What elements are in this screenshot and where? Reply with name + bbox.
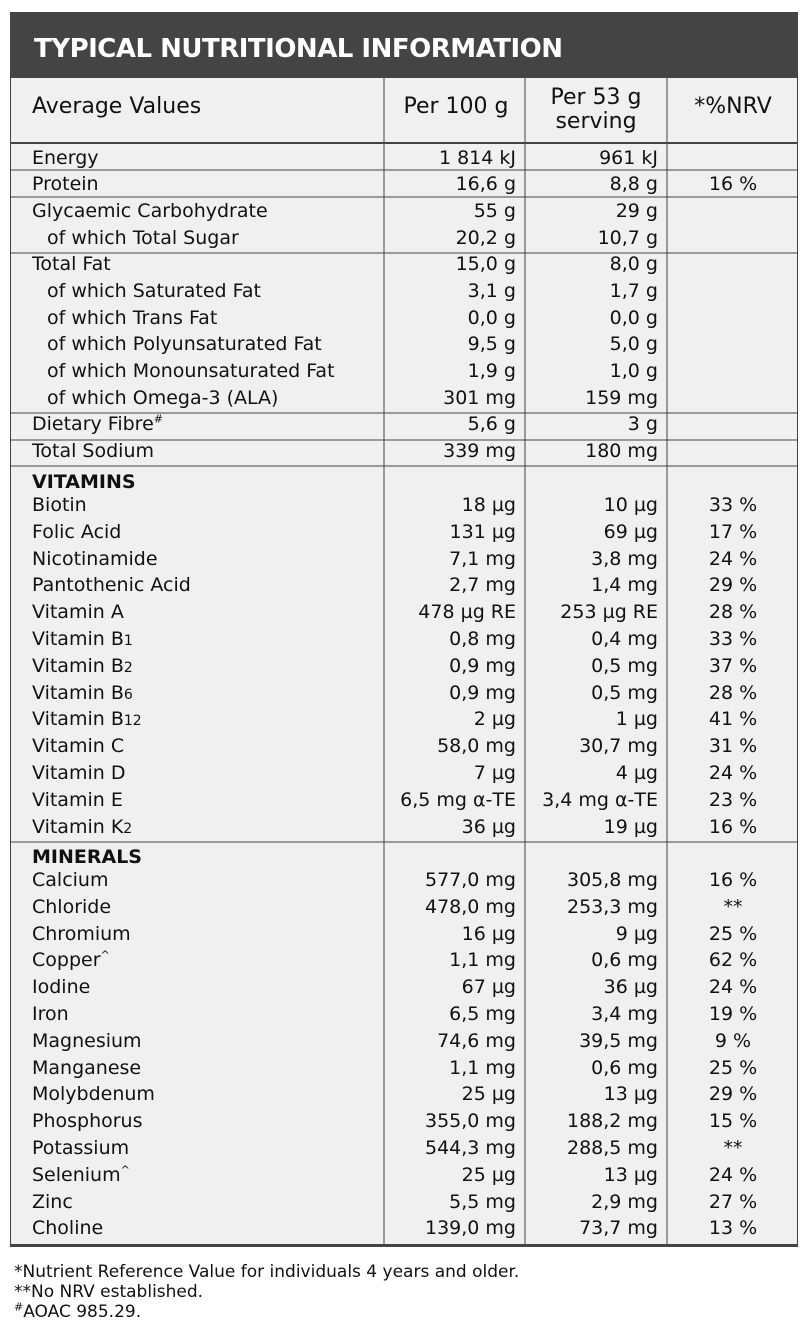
row-label [32,1003,69,1025]
row-label-mark: ^ [120,1163,130,1177]
row-label [47,333,322,355]
value-per-serving: 3 g [627,413,658,435]
row-label [32,628,133,652]
value-nrv: 29 % [708,574,758,597]
row-label-text: of which Trans Fat [47,307,218,329]
value-nrv: 24 % [708,547,758,570]
row-label-text: Copper [32,949,101,972]
footnotes [14,1262,519,1322]
row-label [32,708,142,732]
row-label-text: Biotin [32,494,87,516]
row-label [32,1110,143,1132]
value-per-serving: 10,7 g [597,227,658,249]
value-per-100g: 0,0 g [467,307,516,329]
value-nrv: 16 % [708,173,758,195]
row-label-text: Zinc [32,1190,73,1213]
value-per-serving: 29 g [615,200,658,222]
row-label [32,548,158,570]
row-label [32,440,154,462]
value-per-serving: 19 µg [603,815,658,838]
row-label-mark: ^ [100,949,110,963]
row-label [32,601,124,623]
value-per-100g: 1 814 kJ [438,147,516,169]
row-label-text: Dietary Fibre [32,413,154,435]
value-nrv: 33 % [708,494,758,516]
row-label-text: Total Sodium [32,440,154,462]
value-per-serving: 30,7 mg [579,735,658,758]
header-per-serving-line2: serving [555,109,637,134]
row-label [47,387,278,409]
footnote-aoac-text: AOAC 985.29. [23,1302,142,1322]
row-label-text: of which Polyunsaturated Fat [47,333,322,355]
value-nrv: 16 % [708,815,758,838]
value-per-serving: 253,3 mg [566,895,658,918]
row-label-text: Folic Acid [32,520,122,543]
value-per-serving: 1,4 mg [591,574,658,597]
value-nrv: 33 % [708,628,758,650]
row-label [32,1030,142,1052]
value-per-100g: 36 µg [461,815,516,838]
row-label-text: Selenium [32,1163,121,1186]
row-label-text: Vitamin B [32,628,124,650]
value-per-serving: 3,4 mg α-TE [542,788,658,811]
value-nrv: 28 % [708,601,758,624]
value-per-serving: 0,4 mg [591,628,658,650]
value-per-100g: 7,1 mg [449,547,516,570]
row-label [32,200,268,222]
row-label-subscript: 12 [123,713,142,730]
value-per-100g: 1,9 g [467,360,516,382]
value-per-100g: 2 µg [473,708,516,731]
value-per-100g: 6,5 mg α-TE [400,788,516,811]
value-nrv: 62 % [708,949,758,972]
value-per-serving: 3,8 mg [591,547,658,570]
row-label-text: Vitamin K [32,815,124,838]
value-per-serving: 73,7 mg [579,1217,658,1240]
value-per-serving: 188,2 mg [566,1110,658,1133]
value-per-100g: 58,0 mg [437,735,516,758]
value-per-serving: 13 µg [603,1163,658,1186]
value-nrv: 15 % [708,1110,758,1133]
row-label-text: of which Saturated Fat [47,280,261,302]
row-label-text: Vitamin B [32,681,124,704]
row-label-text: Iodine [32,976,91,999]
value-per-serving: 0,6 mg [591,949,658,972]
row-label [32,682,133,706]
header-average-values: Average Values [32,94,202,119]
row-label [32,976,90,998]
value-per-100g: 67 µg [461,976,516,999]
value-nrv: ** [723,1137,743,1159]
value-nrv: 28 % [708,681,758,704]
table-title: TYPICAL NUTRITIONAL INFORMATION [34,34,563,64]
value-per-100g: 1,1 mg [449,1056,516,1079]
value-per-100g: 0,9 mg [449,681,516,704]
row-label [32,1217,103,1239]
value-per-100g: 6,5 mg [449,1003,516,1025]
row-label-text: Phosphorus [32,1110,143,1133]
value-per-serving: 180 mg [585,440,658,462]
row-label [32,521,121,543]
row-label-text: Vitamin B [32,654,124,677]
value-per-serving: 8,0 g [609,253,658,275]
value-per-100g: 15,0 g [455,253,516,275]
row-label-subscript: 2 [123,659,133,676]
value-per-100g: 20,2 g [455,227,516,249]
value-per-100g: 2,7 mg [449,574,516,597]
value-nrv: 31 % [708,735,758,758]
value-per-100g: 544,3 mg [424,1137,516,1159]
value-per-serving: 4 µg [615,762,658,784]
value-per-serving: 1,7 g [609,280,658,302]
value-per-serving: 8,8 g [609,173,658,195]
row-label [32,869,108,891]
row-label-text: Vitamin A [32,601,124,624]
row-label [32,735,124,757]
row-label [32,494,87,516]
value-per-100g: 0,8 mg [449,628,516,650]
row-label-text: Iron [32,1003,69,1025]
header-per-serving-line1: Per 53 g [550,85,642,110]
row-label-text: Chromium [32,922,131,945]
row-label-text: Manganese [32,1056,142,1079]
row-label [32,1191,73,1213]
value-nrv: 24 % [708,762,758,784]
value-per-serving: 0,0 g [609,307,658,329]
row-label-text: of which Total Sugar [47,227,239,249]
value-nrv: 24 % [708,976,758,999]
row-label [32,173,99,195]
row-label-text: of which Omega-3 (ALA) [47,387,279,409]
row-label [32,1164,130,1186]
value-nrv: 19 % [708,1003,758,1025]
row-label [47,227,239,249]
value-per-serving: 13 µg [603,1083,658,1106]
row-label-text: Glycaemic Carbohydrate [32,200,268,222]
value-per-100g: 18 µg [461,494,516,516]
row-label [32,896,111,918]
value-per-serving: 961 kJ [599,147,658,169]
row-label [32,816,132,840]
value-nrv: 27 % [708,1190,758,1213]
row-label-subscript: 2 [123,820,133,837]
value-per-100g: 74,6 mg [437,1029,516,1052]
value-nrv: 23 % [708,788,758,811]
row-label-text: Vitamin E [32,788,123,811]
row-label-text: Magnesium [32,1029,142,1052]
value-per-100g: 9,5 g [467,333,516,355]
row-label-subscript: 1 [123,633,133,649]
value-nrv: ** [723,895,743,918]
value-nrv: 16 % [708,869,758,891]
section-vitamins: VITAMINS [32,471,136,493]
row-label [32,923,131,945]
value-per-serving: 305,8 mg [566,869,658,891]
value-per-100g: 139,0 mg [424,1217,516,1240]
value-per-100g: 478,0 mg [424,895,516,918]
row-label-text: of which Monounsaturated Fat [47,360,335,382]
row-label [32,574,191,596]
row-label [47,360,335,382]
value-per-100g: 7 µg [473,762,516,784]
value-per-100g: 55 g [473,200,516,222]
value-nrv: 17 % [708,520,758,543]
value-nrv: 9 % [714,1029,752,1052]
row-label-text: Total Fat [32,253,111,275]
value-per-100g: 25 µg [461,1163,516,1186]
row-label [47,280,261,302]
value-nrv: 29 % [708,1083,758,1106]
value-per-serving: 253 µg RE [560,601,658,624]
footnote-mark: # [14,1300,24,1314]
value-per-100g: 301 mg [443,387,516,409]
header-per-100g: Per 100 g [403,94,509,119]
row-label-text: Vitamin C [32,735,125,758]
value-per-serving: 1 µg [615,708,658,731]
value-per-100g: 5,5 mg [449,1190,516,1213]
row-label [32,147,99,169]
value-nrv: 24 % [708,1163,758,1186]
value-per-100g: 1,1 mg [449,949,516,972]
value-per-100g: 339 mg [443,440,516,462]
title-bar [10,12,798,78]
value-nrv: 37 % [708,654,758,677]
row-label-text: Potassium [32,1137,130,1159]
row-label [32,253,111,275]
row-label-text: Chloride [32,895,112,918]
value-nrv: 13 % [708,1217,758,1240]
row-label-text: Nicotinamide [32,547,158,570]
value-nrv: 25 % [708,1056,758,1079]
value-per-serving: 69 µg [603,520,658,543]
value-per-serving: 0,5 mg [591,681,658,704]
value-per-100g: 5,6 g [467,413,516,435]
row-label [32,789,123,811]
value-per-100g: 3,1 g [467,280,516,302]
value-per-serving: 3,4 mg [591,1003,658,1025]
row-label [32,1083,155,1105]
footnote-nrv: *Nutrient Reference Value for individuals 4 years and older. [14,1262,520,1282]
value-per-serving: 0,6 mg [591,1056,658,1079]
row-label-text: Energy [32,147,99,169]
row-label [32,655,133,679]
value-per-100g: 0,9 mg [449,654,516,677]
value-per-serving: 39,5 mg [579,1029,658,1052]
value-per-serving: 9 µg [615,922,658,945]
row-label-text: Vitamin D [32,762,126,784]
value-per-serving: 159 mg [585,387,658,409]
row-label-text: Choline [32,1217,104,1240]
value-per-100g: 577,0 mg [424,869,516,891]
row-label [32,949,110,971]
row-label [47,307,217,329]
row-label-text: Vitamin B [32,708,124,731]
row-label-text: Protein [32,173,99,195]
fibre-mark: # [153,412,163,426]
value-per-serving: 5,0 g [609,333,658,355]
row-label-subscript: 6 [123,686,133,703]
value-per-serving: 1,0 g [609,360,658,382]
value-per-serving: 2,9 mg [591,1190,658,1213]
row-label-text: Pantothenic Acid [32,574,191,597]
value-nrv: 41 % [708,708,758,731]
value-per-serving: 288,5 mg [566,1137,658,1159]
value-per-100g: 16,6 g [455,173,516,195]
value-per-100g: 355,0 mg [424,1110,516,1133]
value-per-100g: 131 µg [449,520,516,543]
footnote-no-nrv: **No NRV established. [14,1282,204,1302]
footnote-aoac [14,1302,519,1322]
value-per-serving: 10 µg [603,494,658,516]
row-label [32,762,125,784]
value-per-100g: 25 µg [461,1083,516,1106]
row-label [32,1137,129,1159]
value-per-serving: 0,5 mg [591,654,658,677]
value-per-100g: 16 µg [461,922,516,945]
value-per-serving: 36 µg [603,976,658,999]
section-minerals: MINERALS [32,846,142,868]
row-label [32,1057,141,1079]
row-label-text: Molybdenum [32,1083,155,1106]
row-label-text: Calcium [32,869,109,891]
header-nrv: *%NRV [694,94,772,119]
value-per-100g: 478 µg RE [418,601,516,624]
row-label [32,413,163,435]
value-nrv: 25 % [708,922,758,945]
